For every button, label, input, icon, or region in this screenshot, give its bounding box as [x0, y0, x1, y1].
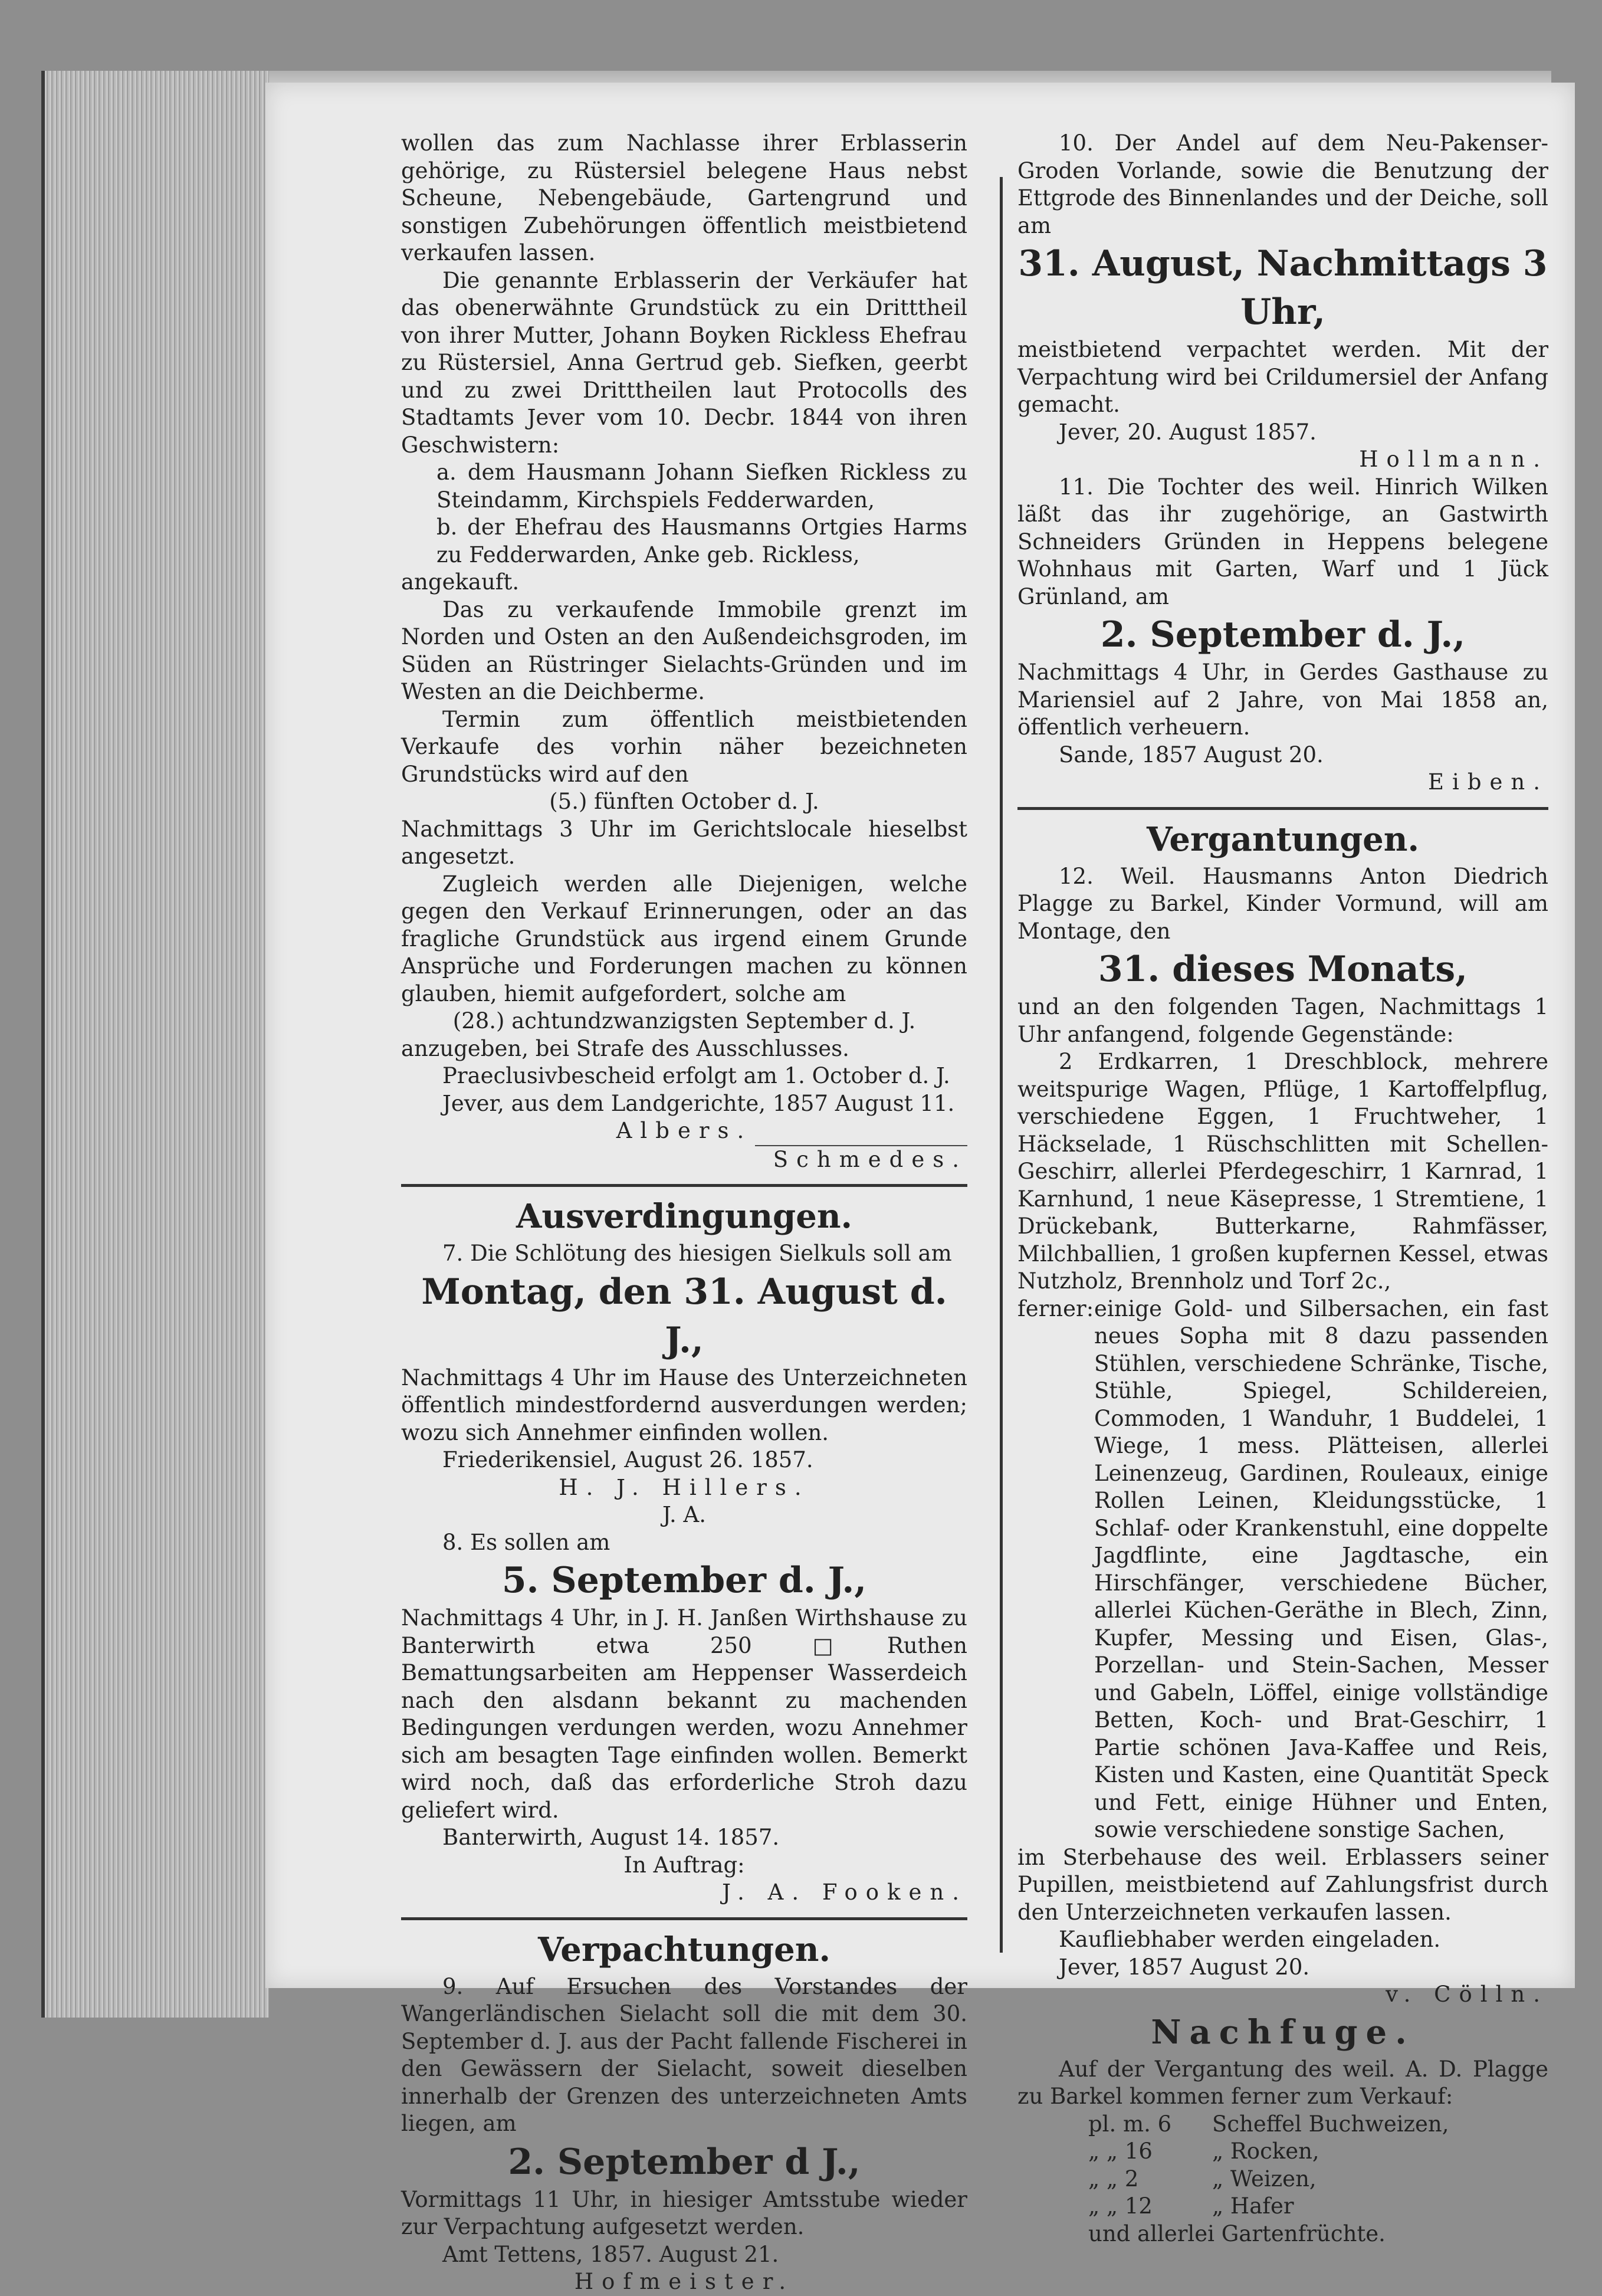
signature: Hollmann. [1359, 447, 1548, 472]
place-date: Jever, 20. August 1857. [1059, 419, 1317, 445]
newspaper-page [265, 83, 1575, 2294]
place-date: Jever, 1857 August 20. [1059, 1954, 1310, 1980]
place-date: Jever, aus dem Landgerichte, 1857 August 11. [442, 1090, 955, 1116]
list-item [1088, 2166, 1548, 2193]
ferner-label: ferner: [1017, 1295, 1094, 1321]
paragraph: Nachmittags 4 Uhr, in Gerdes Gasthause zu Mariensiel auf 2 Jahre, von Mai 1858 an, öffentlich verheuern. [1017, 660, 1548, 740]
place-date: Amt Tettens, 1857. August 21. [442, 2241, 779, 2267]
item-name: und allerlei Gartenfrüchte. [1088, 2220, 1386, 2246]
paragraph: Zugleich werden alle Diejenigen, welche gegen den Verkauf Erinnerungen, oder an das fragliche Grundstück aus irgend einem Grunde Ansprüche und Forderungen machen zu können glauben, hiemit aufgefordert, solche am [401, 871, 967, 1006]
paragraph: Nachmittags 4 Uhr, in J. H. Janßen Wirthshause zu Banterwirth etwa 250 □Ruthen Bemattungsarbeiten am Heppenser Wasserdeich nach den alsdann bekannt zu machenden Bedingungen verdungen werden, wozu Annehmer sich am besagten Tage einfinden wollen. Bemerkt wird noch, daß das erforderliche Stroh dazu geliefert wird. [401, 1605, 967, 1823]
list-item: b. der Ehefrau des Hausmanns Ortgies Harms zu Fedderwarden, Anke geb. Rickless, [436, 514, 967, 568]
column-divider [1000, 177, 1003, 1953]
paragraph: und an den folgenden Tagen, Nachmittags 1 Uhr anfangend, folgende Gegenstände: [1017, 994, 1548, 1047]
auftrag-label: In Auftrag: [623, 1852, 745, 1878]
quantity: pl. m. 6 [1088, 2111, 1172, 2137]
notice-date: 2. September d J., [508, 2141, 861, 2183]
list-item [1088, 2220, 1548, 2248]
signature: J. A. Fooken. [722, 1880, 967, 1905]
signature: Albers. [616, 1118, 753, 1143]
list-item [1088, 2138, 1548, 2166]
place-date: Banterwirth, August 14. 1857. [442, 1825, 780, 1850]
quantity: „ „ 16 [1088, 2138, 1153, 2164]
signature: Hofmeister. [574, 2269, 795, 2294]
left-column [401, 130, 967, 2296]
place-date: Sande, 1857 August 20. [1059, 742, 1324, 767]
paragraph: Nachmittags 4 Uhr im Hause des Unterzeichneten öffentlich mindestfordernd ausverdungen werden; wozu sich Annehmer einfinden wollen. [401, 1365, 967, 1445]
signature: Schmedes. [773, 1146, 967, 1172]
paragraph: meistbietend verpachtet werden. Mit der Verpachtung wird bei Crildumersiel der Anfang gemacht. [1017, 337, 1548, 417]
section-heading: Ausverdingungen. [516, 1197, 853, 1236]
date-line: (5.) fünften October d. J. [549, 789, 819, 814]
paragraph: angekauft. [401, 569, 520, 595]
quantity: „ „ 2 [1088, 2166, 1139, 2192]
list-item: a. dem Hausmann Johann Siefken Rickless zu Steindamm, Kirchspiels Fedderwarden, [436, 460, 967, 513]
signature: Eiben. [1427, 769, 1548, 795]
paragraph: anzugeben, bei Strafe des Ausschlusses. [401, 1035, 849, 1061]
item-list: 2 Erdkarren, 1 Dreschblock, mehrere weitspurige Wagen, Pflüge, 1 Kartoffelpflug, verschiedene Eggen, 1 Fruchtweher, 1 Häckselade, 1 Rüschschlitten mit Schellen-Geschirr, allerlei Pferdegeschirr, 1 Karnrad, 1 Karnhund, 1 neue Käsepresse, 1 Stremtiene, 1 Drückebank, Butterkarne, Rahmfässer, Milchballien, 1 großen kupfernen Kessel, etwas Nutzholz, Brennholz und Torf 2c., [1017, 1049, 1548, 1294]
signature: H. J. Hillers. [559, 1474, 810, 1500]
paragraph: im Sterbehause des weil. Erblassers seiner Pupillen, meistbietend auf Zahlungsfrist durch den Unterzeichneten verkaufen lassen. [1017, 1844, 1548, 1925]
paragraph: Vormittags 11 Uhr, in hiesiger Amtsstube wieder zur Verpachtung aufgesetzt werden. [401, 2186, 967, 2239]
list-item [1088, 2193, 1548, 2220]
notice-date: 2. September d. J., [1100, 614, 1466, 655]
date-line: (28.) achtundzwanzigsten September d. J. [452, 1008, 916, 1034]
paragraph: Die genannte Erblasserin der Verkäufer hat das obenerwähnte Grundstück zu ein Dritttheil von ihrer Mutter, Johann Boyken Rickless Ehefrau zu Rüstersiel, Anna Gertrud geb. Siefken, geerbt und zu zwei Dritttheilen laut Protocolls des Stadtamts Jever vom 10. Decbr. 1844 von ihren Geschwistern: [401, 267, 967, 458]
section-divider [1017, 807, 1548, 810]
signature: J. A. [662, 1502, 706, 1527]
notice-8: 8. Es sollen am [442, 1529, 610, 1555]
section-divider [401, 1184, 967, 1187]
notice-12: 12. Weil. Hausmanns Anton Diedrich Plagge zu Barkel, Kinder Vormund, will am Montage, den [1017, 863, 1548, 944]
quantity: „ „ 12 [1088, 2193, 1153, 2219]
right-column [1017, 130, 1548, 2248]
section-heading: Verpachtungen. [538, 1930, 830, 1969]
ferner-block [1017, 1295, 1548, 1844]
notice-date: 31. August, Nachmittags 3 Uhr, [1018, 243, 1548, 333]
paragraph: Praeclusivbescheid erfolgt am 1. October d. J. [442, 1063, 950, 1088]
notice-10: 10. Der Andel auf dem Neu-Pakenser-Groden Vorlande, sowie die Benutzung der Ettgrode des Binnenlandes und der Deiche, soll am [1017, 130, 1548, 238]
list-item [1088, 2111, 1548, 2138]
paragraph: Auf der Vergantung des weil. A. D. Plagge zu Barkel kommen ferner zum Verkauf: [1017, 2056, 1548, 2109]
item-list: einige Gold- und Silbersachen, ein fast neues Sopha mit 8 dazu passenden Stühlen, verschiedene Schränke, Tische, Stühle, Spiegel, Schildereien, Commoden, 1 Wanduhr, 1 Buddelei, 1 Wiege, 1 mess. Plätteisen, allerlei Leinenzeug, Gardinen, Rouleaux, einige Rollen Leinen, Kleidungsstücke, 1 Schlaf- oder Krankenstuhl, eine doppelte Jagdflinte, eine Jagdtasche, ein Hirschfänger, verschiedene Bücher, allerlei Küchen-Geräthe in Blech, Zinn, Kupfer, Messing und Eisen, Glas-, Porzellan- und Stein-Sachen, Messer und Gabeln, Löffel, einige vollständige Betten, Koch- und Brat-Geschirr, 1 Partie schönen Java-Kaffee und Reis, Kisten und Kasten, eine Quantität Speck und Fett, einige Hühner und Enten, sowie verschiedene sonstige Sachen, [1094, 1295, 1548, 1842]
book-page-edges [41, 71, 269, 2018]
item-name: Scheffel Buchweizen, [1212, 2111, 1449, 2137]
section-heading: Nachfuge. [1151, 2012, 1415, 2052]
place-date: Friederikensiel, August 26. 1857. [442, 1447, 813, 1472]
notice-9: 9. Auf Ersuchen des Vorstandes der Wangerländischen Sielacht soll die mit dem 30. September d. J. aus der Pacht fallende Fischerei in den Gewässern der Sielacht, soweit dieselben innerhalb der Grenzen des unterzeichneten Amts liegen, am [401, 1973, 967, 2136]
paragraph: Kaufliebhaber werden eingeladen. [1059, 1927, 1441, 1952]
notice-date: 5. September d. J., [501, 1560, 867, 1601]
item-name: „ Rocken, [1212, 2138, 1319, 2164]
notice-11: 11. Die Tochter des weil. Hinrich Wilken läßt das ihr zugehörige, an Gastwirth Schneiders Gründen in Heppens belegene Wohnhaus mit Garten, Warf und 1 Jück Grünland, am [1017, 474, 1548, 609]
signature: v. Cölln. [1386, 1982, 1548, 2007]
section-divider [401, 1917, 967, 1920]
notice-date: Montag, den 31. August d. J., [421, 1271, 947, 1361]
item-name: „ Weizen, [1212, 2166, 1317, 2192]
paragraph: Nachmittags 3 Uhr im Gerichtslocale hieselbst angesetzt. [401, 816, 967, 869]
notice-date: 31. dieses Monats, [1098, 949, 1468, 990]
intro-text: wollen das zum Nachlasse ihrer Erblasserin gehörige, zu Rüstersiel belegene Haus nebst Scheune, Nebengebäude, Gartengrund und sonstigen Zubehörungen öffentlich meistbietend verkaufen lassen. [401, 130, 967, 265]
notice-7: 7. Die Schlötung des hiesigen Sielkuls soll am [442, 1241, 952, 1266]
paragraph: Termin zum öffentlich meistbietenden Verkaufe des vorhin näher bezeichneten Grundstücks wird auf den [401, 706, 967, 787]
section-heading: Vergantungen. [1147, 819, 1419, 859]
paragraph: Das zu verkaufende Immobile grenzt im Norden und Osten an den Außendeichsgroden, im Süden an Rüstringer Sielachts-Gründen und im Westen an die Deichberme. [401, 596, 967, 704]
produce-list [1017, 2111, 1548, 2248]
item-name: „ Hafer [1212, 2193, 1294, 2219]
